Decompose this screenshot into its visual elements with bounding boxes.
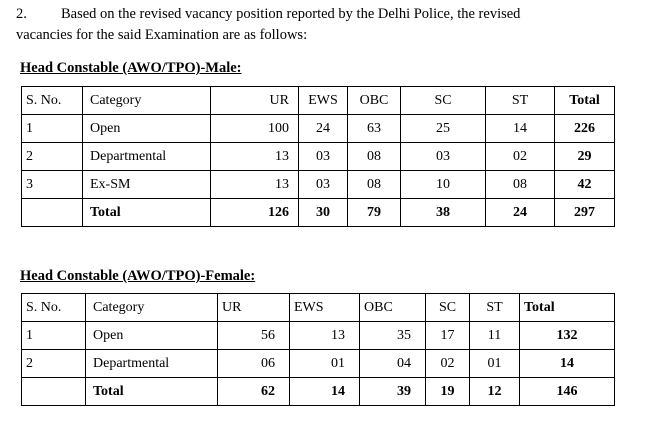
header-cell: EWS	[299, 87, 348, 115]
table-cell: 35	[360, 322, 426, 350]
table-cell: 38	[401, 199, 486, 227]
table-cell: 12	[470, 378, 520, 406]
table-cell: 56	[218, 322, 290, 350]
table-cell	[22, 199, 83, 227]
table-cell: 25	[401, 115, 486, 143]
table-cell: Total	[86, 378, 218, 406]
table-cell: 03	[299, 171, 348, 199]
table-cell: 24	[299, 115, 348, 143]
header-cell: UR	[218, 294, 290, 322]
header-cell: UR	[211, 87, 299, 115]
table-cell: Total	[83, 199, 211, 227]
header-cell: ST	[470, 294, 520, 322]
table-cell: 06	[218, 350, 290, 378]
table-cell: 29	[555, 143, 615, 171]
table-cell: 126	[211, 199, 299, 227]
table-cell: 100	[211, 115, 299, 143]
table-cell: 02	[426, 350, 470, 378]
table-cell	[22, 378, 86, 406]
table-cell: 132	[520, 322, 615, 350]
table-row	[22, 322, 615, 350]
table-cell: 19	[426, 378, 470, 406]
table-cell: 08	[348, 143, 401, 171]
table-cell: 79	[348, 199, 401, 227]
table-header-row	[22, 87, 615, 115]
table-cell: 42	[555, 171, 615, 199]
table-cell: 146	[520, 378, 615, 406]
table-row	[22, 171, 615, 199]
table-cell: 01	[290, 350, 360, 378]
table-cell: 02	[486, 143, 555, 171]
table-header-row	[22, 294, 615, 322]
table-cell: 17	[426, 322, 470, 350]
table-cell: 2	[22, 143, 83, 171]
table-cell: 03	[401, 143, 486, 171]
table-cell: 3	[22, 171, 83, 199]
table-cell: 13	[211, 143, 299, 171]
table-cell: 10	[401, 171, 486, 199]
table-cell: 1	[22, 322, 86, 350]
table-cell: 1	[22, 115, 83, 143]
table-cell: 14	[486, 115, 555, 143]
intro-text-1: Based on the revised vacancy position reported by the Delhi Police, the revised	[61, 6, 521, 22]
item-number: 2.	[16, 6, 27, 22]
intro-line-2: vacancies for the said Examination are as follows:	[16, 27, 308, 43]
table-cell: 03	[299, 143, 348, 171]
total-row	[22, 378, 615, 406]
intro-line-1	[16, 6, 520, 23]
header-cell: S. No.	[22, 294, 86, 322]
table-cell: Open	[86, 322, 218, 350]
female-table-title: Head Constable (AWO/TPO)-Female:	[20, 268, 256, 284]
table-cell: 2	[22, 350, 86, 378]
total-row	[22, 199, 615, 227]
table-cell: Open	[83, 115, 211, 143]
table-row	[22, 350, 615, 378]
table-cell: Departmental	[83, 143, 211, 171]
table-cell: 39	[360, 378, 426, 406]
header-cell: SC	[401, 87, 486, 115]
header-cell: ST	[486, 87, 555, 115]
table-cell: Ex-SM	[83, 171, 211, 199]
table-cell: 62	[218, 378, 290, 406]
male-vacancy-table	[21, 86, 615, 227]
table-cell: 13	[211, 171, 299, 199]
header-cell: SC	[426, 294, 470, 322]
header-cell: EWS	[290, 294, 360, 322]
female-vacancy-table	[21, 293, 615, 406]
table-cell: Departmental	[86, 350, 218, 378]
table-cell: 04	[360, 350, 426, 378]
table-cell: 14	[520, 350, 615, 378]
header-cell: Total	[520, 294, 615, 322]
table-cell: 226	[555, 115, 615, 143]
table-row	[22, 115, 615, 143]
table-cell: 11	[470, 322, 520, 350]
table-cell: 01	[470, 350, 520, 378]
header-cell: Category	[86, 294, 218, 322]
table-cell: 63	[348, 115, 401, 143]
table-cell: 297	[555, 199, 615, 227]
table-cell: 08	[486, 171, 555, 199]
male-table-title: Head Constable (AWO/TPO)-Male:	[20, 60, 242, 76]
table-cell: 08	[348, 171, 401, 199]
table-cell: 13	[290, 322, 360, 350]
header-cell: OBC	[360, 294, 426, 322]
table-row	[22, 143, 615, 171]
header-cell: S. No.	[22, 87, 83, 115]
table-cell: 30	[299, 199, 348, 227]
table-cell: 14	[290, 378, 360, 406]
header-cell: Category	[83, 87, 211, 115]
header-cell: Total	[555, 87, 615, 115]
table-cell: 24	[486, 199, 555, 227]
header-cell: OBC	[348, 87, 401, 115]
